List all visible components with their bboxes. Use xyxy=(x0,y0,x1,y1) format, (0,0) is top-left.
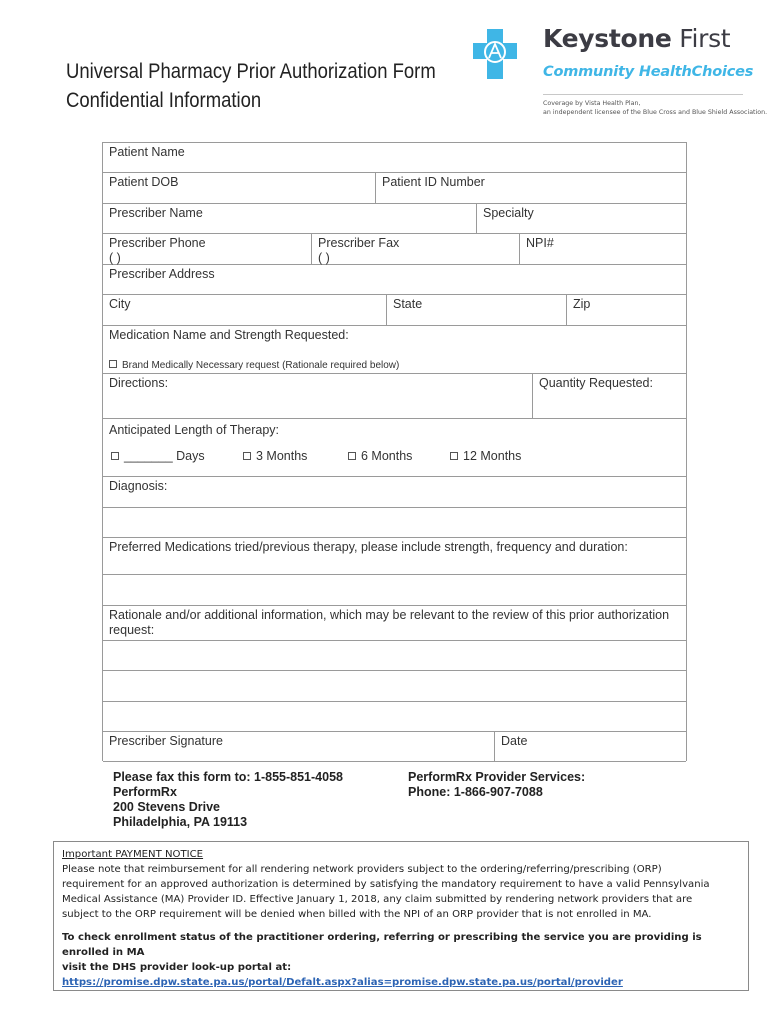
diagnosis-label: Diagnosis: xyxy=(109,479,168,493)
therapy-days-label: _______ Days xyxy=(124,449,205,463)
row-rationale-blank-2[interactable] xyxy=(103,671,686,702)
quantity-field[interactable] xyxy=(532,374,686,418)
therapy-field xyxy=(103,419,686,476)
patient-dob-label: Patient DOB xyxy=(109,175,179,189)
patient-id-label: Patient ID Number xyxy=(382,175,485,189)
brand-request-option[interactable] xyxy=(109,358,680,373)
fax-line-4: Philadelphia, PA 19113 xyxy=(113,815,248,829)
notice-heading: Important PAYMENT NOTICE xyxy=(62,849,204,860)
zip-field[interactable] xyxy=(566,295,686,325)
notice-p1-line-3: Medical Assistance (MA) Provider ID. Effective January 1, 2018, any claim submitted by rendering network providers that are xyxy=(62,894,693,905)
date-field[interactable] xyxy=(494,732,686,761)
fax-line-1: Please fax this form to: 1-855-851-4058 xyxy=(113,770,343,784)
row-rationale-blank-3[interactable] xyxy=(103,702,686,732)
coverage-line-2: an independent licensee of the Blue Cross and Blue Shield Association. xyxy=(543,109,768,116)
row-prescriber-name xyxy=(103,204,686,234)
city-field[interactable] xyxy=(103,295,386,325)
date-label: Date xyxy=(501,734,528,748)
row-city xyxy=(103,295,686,326)
prescriber-name-label: Prescriber Name xyxy=(109,206,203,220)
fax-parens: ( ) xyxy=(318,251,330,265)
therapy-3-months-option[interactable] xyxy=(243,449,307,463)
row-patient-dob xyxy=(103,173,686,204)
notice-paragraph-2 xyxy=(62,930,740,990)
title-line-2: Confidential Information xyxy=(66,89,262,112)
therapy-label: Anticipated Length of Therapy: xyxy=(109,423,280,437)
row-prescriber-address xyxy=(103,265,686,295)
prescriber-fax-label: Prescriber Fax xyxy=(318,236,400,250)
patient-name-label: Patient Name xyxy=(109,145,185,159)
medication-field[interactable] xyxy=(103,326,686,373)
phone-parens: ( ) xyxy=(109,251,121,265)
prescriber-fax-field[interactable] xyxy=(311,234,519,264)
rationale-line-1: Rationale and/or additional information, which may be relevant to the review of this prior authorization xyxy=(109,608,670,622)
row-rationale-blank-1[interactable] xyxy=(103,641,686,671)
brand-coverage xyxy=(543,99,767,117)
prescriber-phone-field[interactable] xyxy=(103,234,311,264)
preferred-meds-field[interactable] xyxy=(103,538,686,574)
specialty-label: Specialty xyxy=(483,206,534,220)
patient-name-field[interactable] xyxy=(103,143,686,172)
preferred-meds-label: Preferred Medications tried/previous therapy, please include strength, frequency and duration: xyxy=(109,540,628,554)
therapy-3-label: 3 Months xyxy=(256,449,308,463)
provider-services xyxy=(408,770,585,800)
therapy-days-option[interactable] xyxy=(111,449,205,463)
row-prescriber-phone xyxy=(103,234,686,265)
therapy-12-checkbox[interactable] xyxy=(450,452,458,460)
notice-p2-line-1: To check enrollment status of the practitioner ordering, referring or prescribing the service you are providing is enrolled in MA xyxy=(62,932,702,958)
therapy-12-label: 12 Months xyxy=(463,449,522,463)
row-diagnosis-blank[interactable] xyxy=(103,508,686,538)
keystone-cross-logo-icon xyxy=(472,28,518,80)
prescriber-phone-label: Prescriber Phone xyxy=(109,236,206,250)
authorization-form-table xyxy=(102,142,687,761)
row-preferred-meds xyxy=(103,538,686,575)
therapy-6-months-option[interactable] xyxy=(348,449,412,463)
brand-request-label: Brand Medically Necessary request (Rationale required below) xyxy=(122,360,400,371)
services-line-1: PerformRx Provider Services: xyxy=(408,770,586,784)
signature-label: Prescriber Signature xyxy=(109,734,223,748)
notice-paragraph-1 xyxy=(62,862,740,922)
notice-p1-line-4: subject to the ORP requirement will be denied when billed with the NPI of an ORP provider that is not enrolled in MA. xyxy=(62,909,652,920)
specialty-field[interactable] xyxy=(476,204,686,233)
therapy-3-checkbox[interactable] xyxy=(243,452,251,460)
therapy-6-label: 6 Months xyxy=(361,449,413,463)
zip-label: Zip xyxy=(573,297,591,311)
city-label: City xyxy=(109,297,131,311)
therapy-12-months-option[interactable] xyxy=(450,449,521,463)
row-patient-name xyxy=(103,143,686,173)
directions-field[interactable] xyxy=(103,374,532,418)
coverage-line-1: Coverage by Vista Health Plan, xyxy=(543,100,641,107)
prescriber-name-field[interactable] xyxy=(103,204,476,233)
notice-p1-line-2: requirement for an approved authorization is determined by satisfying the mandatory requirement to have a valid Pennsylvania xyxy=(62,879,710,890)
state-field[interactable] xyxy=(386,295,566,325)
prescriber-address-label: Prescriber Address xyxy=(109,267,215,281)
row-signature xyxy=(103,732,686,762)
brand-name xyxy=(543,24,730,53)
patient-dob-field[interactable] xyxy=(103,173,375,203)
form-title xyxy=(66,57,436,115)
signature-field[interactable] xyxy=(103,732,494,761)
notice-p2-line-2: visit the DHS provider look-up portal at: xyxy=(62,962,292,973)
fax-instructions xyxy=(113,770,343,830)
brand-name-bold: Keystone xyxy=(543,24,672,53)
rationale-field[interactable] xyxy=(103,606,686,640)
services-line-2: Phone: 1-866-907-7088 xyxy=(408,785,543,799)
row-diagnosis xyxy=(103,477,686,508)
brand-divider xyxy=(543,94,743,95)
npi-field[interactable] xyxy=(519,234,686,264)
rationale-line-2: request: xyxy=(109,623,155,637)
diagnosis-field[interactable] xyxy=(103,477,686,507)
therapy-6-checkbox[interactable] xyxy=(348,452,356,460)
notice-p1-line-1: Please note that reimbursement for all rendering network providers subject to the ordering/referring/prescribing (ORP) xyxy=(62,864,662,875)
row-therapy xyxy=(103,419,686,477)
patient-id-field[interactable] xyxy=(375,173,686,203)
brand-request-checkbox[interactable] xyxy=(109,360,117,368)
fax-line-2: PerformRx xyxy=(113,785,177,799)
npi-label: NPI# xyxy=(526,236,554,250)
brand-name-light: First xyxy=(671,24,731,53)
fax-line-3: 200 Stevens Drive xyxy=(113,800,221,814)
payment-notice-box xyxy=(53,841,749,991)
prescriber-address-field[interactable] xyxy=(103,265,686,294)
brand-subtitle: Community HealthChoices xyxy=(543,64,754,80)
title-line-1: Universal Pharmacy Prior Authorization Form xyxy=(66,60,436,83)
state-label: State xyxy=(393,297,423,311)
row-rationale xyxy=(103,606,686,641)
quantity-label: Quantity Requested: xyxy=(539,376,653,390)
row-preferred-meds-blank[interactable] xyxy=(103,575,686,606)
medication-label: Medication Name and Strength Requested: xyxy=(109,328,349,342)
directions-label: Directions: xyxy=(109,376,169,390)
row-medication xyxy=(103,326,686,374)
therapy-days-checkbox[interactable] xyxy=(111,452,119,460)
row-directions xyxy=(103,374,686,419)
dhs-portal-link[interactable]: https://promise.dpw.state.pa.us/portal/Defalt.aspx?alias=promise.dpw.state.pa.us/portal/provider xyxy=(62,977,623,988)
